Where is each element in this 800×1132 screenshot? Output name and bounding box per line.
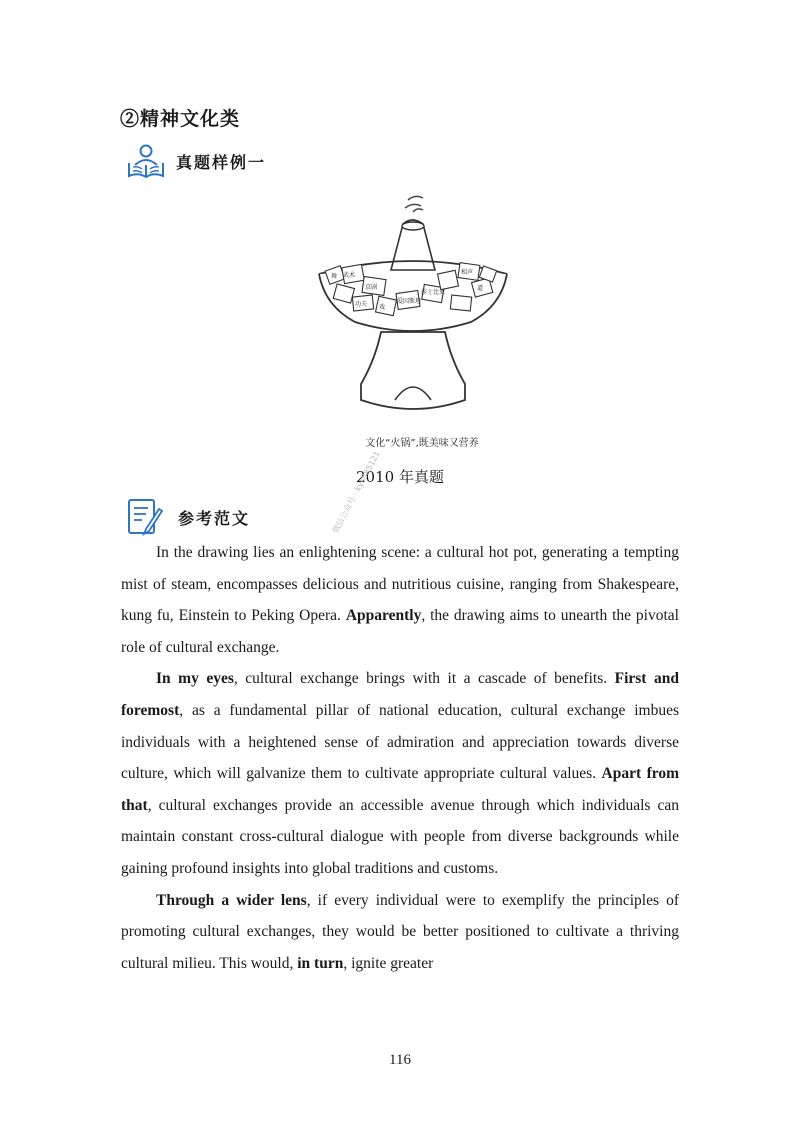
text-segment: , ignite greater	[343, 954, 434, 972]
bold-phrase: In my eyes	[156, 670, 234, 688]
bold-phrase: Through a wider lens	[156, 891, 307, 909]
document-pen-icon	[126, 497, 164, 537]
pot-label: 莎士比亚	[421, 289, 446, 296]
reference-label: 参考范文	[178, 508, 251, 528]
reader-book-icon	[126, 143, 166, 179]
text-segment: , if every individual were to exemplify the principles of promoting cultural exchanges, they would be better positioned to cultivate a thriving cultural milieu. This would,	[121, 891, 679, 972]
text-segment: , as a fundamental pillar of national education, cultural exchange imbues individuals with a heightened sense of admiration and appreciation towards diverse culture, which will galvanize them to cultivate appropriate cultural values.	[121, 701, 679, 783]
reference-heading	[126, 497, 250, 537]
bold-phrase: in turn	[297, 954, 344, 972]
hotpot-drawing	[313, 188, 531, 453]
text-segment: , the drawing aims to unearth the pivotal role of cultural exchange.	[121, 607, 679, 656]
watermark-text: 微信公众号 · kys085121	[330, 449, 382, 535]
page-number: 116	[389, 1052, 411, 1068]
sample-heading	[126, 143, 266, 179]
pot-label: 舞	[331, 273, 338, 280]
bold-phrase: Apart from that	[121, 765, 679, 814]
bold-phrase: Apparently	[345, 607, 422, 625]
section-title: ②精神文化类	[120, 108, 241, 130]
figure-caption: 文化“火锅”,既美味又营养	[365, 438, 479, 449]
text-segment: , cultural exchange brings with it a cascade of benefits.	[233, 670, 615, 688]
pot-label: 武术	[343, 272, 356, 279]
essay-body	[121, 537, 679, 979]
year-caption: 2010 年真题	[356, 468, 444, 486]
sample-label: 真题样例一	[176, 152, 267, 172]
pot-label: 功夫	[355, 301, 368, 308]
pot-label: 爱因斯坦	[397, 298, 422, 305]
essay-paragraph	[121, 663, 679, 884]
bold-phrase: First and foremost	[121, 670, 679, 719]
pot-label: 相声	[461, 269, 474, 276]
text-segment: , cultural exchanges provide an accessible avenue through which individuals can maintain constant cross-cultural dialogue with people from diverse backgrounds while gaining profound insights into global traditions and customs.	[121, 796, 679, 877]
essay-paragraph	[121, 537, 679, 663]
essay-paragraph	[121, 885, 679, 980]
text-segment: In the drawing lies an enlightening scene: a cultural hot pot, generating a tempting mist of steam, encompasses delicious and nutritious cuisine, ranging from Shakespeare, kung fu, Einstein to Peking Opera.	[121, 544, 679, 625]
pot-label: 戏	[379, 304, 386, 311]
pot-label: 京剧	[365, 284, 378, 291]
pot-label: 道	[477, 285, 484, 292]
hotpot-figure	[313, 188, 531, 453]
